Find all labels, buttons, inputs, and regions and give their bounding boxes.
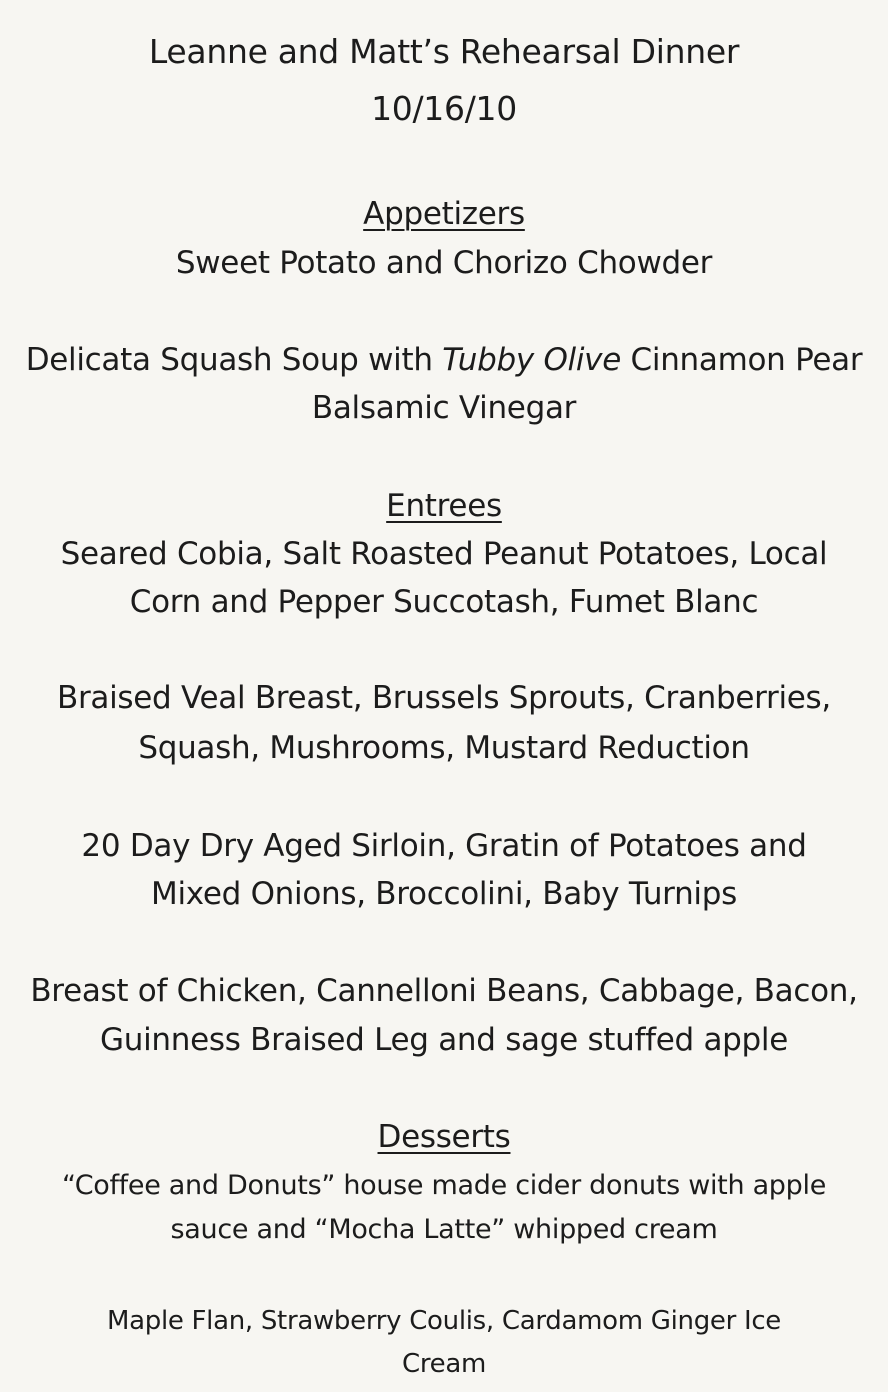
dessert-item-2-line-1: Maple Flan, Strawberry Coulis, Cardamom Ginger Ice — [106, 1306, 782, 1336]
appetizer-item-2-line-1 — [0, 338, 888, 382]
menu-date: 10/16/10 — [371, 89, 517, 128]
entree-item-4-line-1: Breast of Chicken, Cannelloni Beans, Cabbage, Bacon, — [30, 973, 858, 1009]
entree-item-1-line-2: Corn and Pepper Succotash, Fumet Blanc — [129, 584, 759, 620]
entree-item-1-line-1: Seared Cobia, Salt Roasted Peanut Potatoes, Local — [60, 536, 828, 572]
appetizer-item-2-text-end: Cinnamon Pear — [621, 342, 863, 378]
appetizer-item-1: Sweet Potato and Chorizo Chowder — [175, 245, 713, 281]
appetizers-heading: Appetizers — [363, 196, 525, 232]
appetizer-item-2-line-2: Balsamic Vinegar — [311, 390, 577, 426]
menu-title: Leanne and Matt’s Rehearsal Dinner — [148, 32, 740, 71]
entree-item-3-line-2: Mixed Onions, Broccolini, Baby Turnips — [151, 876, 737, 912]
dessert-item-2-line-2: Cream — [401, 1349, 487, 1379]
dessert-item-1-line-2: sauce and “Mocha Latte” whipped cream — [170, 1214, 718, 1245]
entree-item-2-line-1: Braised Veal Breast, Brussels Sprouts, Cranberries, — [57, 680, 831, 716]
entree-item-2-line-2: Squash, Mushrooms, Mustard Reduction — [138, 730, 750, 766]
desserts-heading: Desserts — [377, 1119, 511, 1155]
entrees-heading: Entrees — [386, 488, 502, 524]
appetizer-item-2-text-start: Delicata Squash Soup with — [25, 342, 443, 378]
dessert-item-1-line-1: “Coffee and Donuts” house made cider donuts with apple — [61, 1170, 827, 1201]
entree-item-4-line-2: Guinness Braised Leg and sage stuffed apple — [100, 1022, 788, 1058]
entree-item-3-line-1: 20 Day Dry Aged Sirloin, Gratin of Potatoes and — [81, 828, 807, 864]
appetizer-item-2-brand: Tubby Olive — [442, 342, 621, 378]
